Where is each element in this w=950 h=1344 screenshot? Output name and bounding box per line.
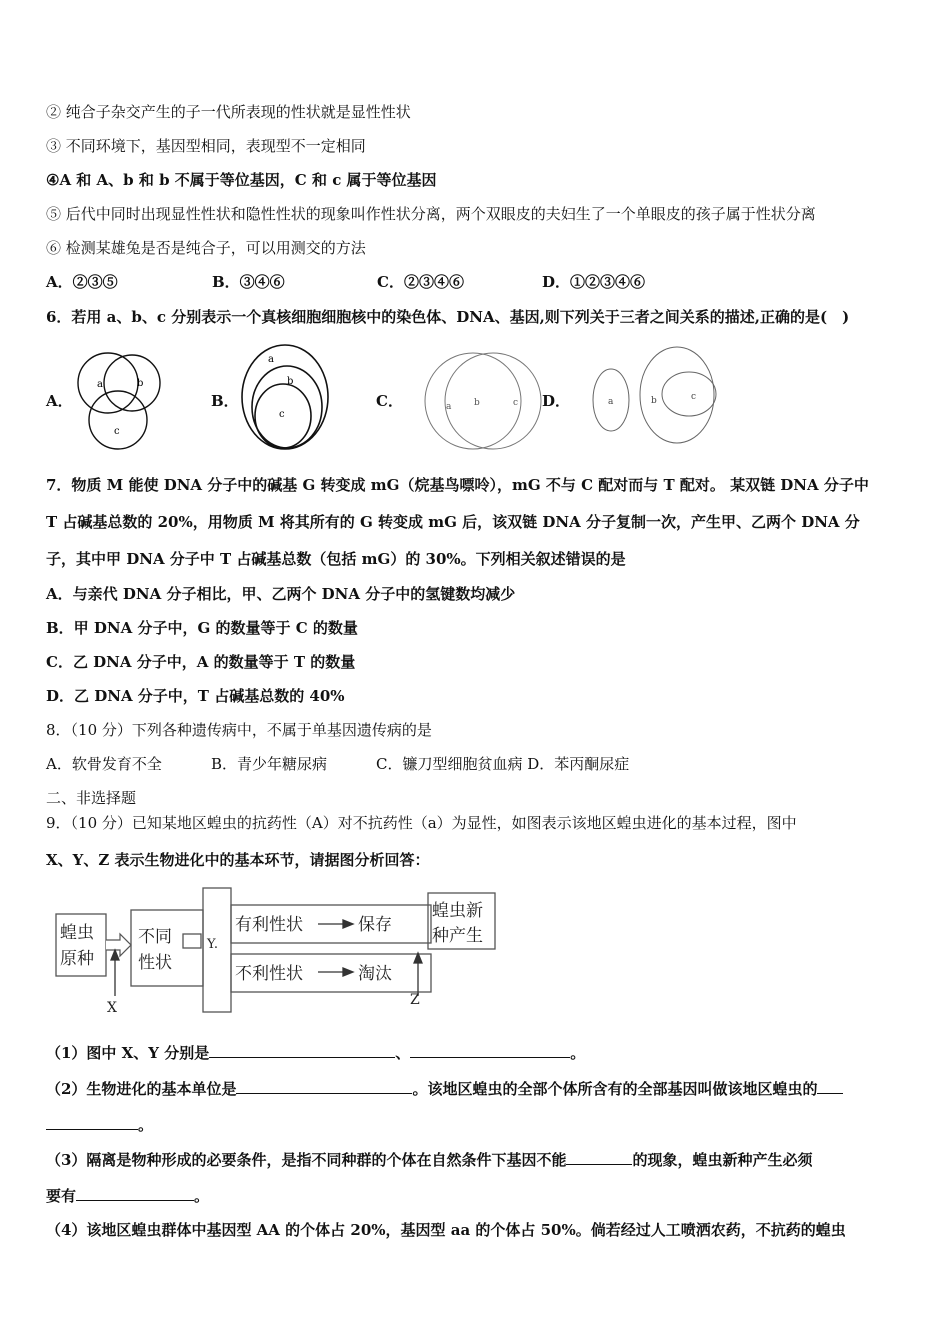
- q6-option-d-label[interactable]: D．: [542, 392, 571, 410]
- q5-statement-3: ③ 不同环境下，基因型相同，表现型不一定相同: [46, 137, 366, 155]
- venn-a-circle-b: [104, 355, 160, 411]
- q5-statement-5: ⑤ 后代中同时出现显性性状和隐性性状的现象叫作性状分离，两个双眼皮的夫妇生了一个单眼皮的孩子属于性状分离: [46, 205, 816, 223]
- keep-arrow-head-icon: [343, 920, 353, 928]
- q9-part-2-end: 。: [138, 1116, 154, 1134]
- q5-option-d[interactable]: D．①②③④⑥: [542, 273, 646, 291]
- q9-part-1-end: 。: [570, 1044, 586, 1062]
- q9-part-2-text-2: 。该地区蝗虫的全部个体所含有的全部基因叫做该地区蝗虫的: [412, 1080, 818, 1098]
- box4-line-1: 蝗虫新: [432, 901, 483, 921]
- venn-d-letter-b: b: [651, 396, 657, 406]
- venn-d-letter-a: a: [608, 397, 614, 407]
- q9-part-3-cont: [46, 1185, 209, 1206]
- box4-line-2: 种产生: [432, 926, 483, 946]
- venn-a-letter-a: a: [97, 379, 103, 390]
- hollow-arrow-icon: [106, 934, 131, 956]
- unfavorable-trait: 不利性状: [235, 964, 303, 984]
- q6-option-c-label[interactable]: C．: [376, 392, 403, 410]
- box2-line-2: 性状: [138, 953, 172, 973]
- venn-a-letter-b: b: [137, 378, 144, 389]
- venn-a-letter-c: c: [114, 426, 120, 437]
- q9-part-4: （4）该地区蝗虫群体中基因型 AA 的个体占 20%，基因型 aa 的个体占 50%。倘若经过人工喷洒农药，不抗药的蝗虫: [46, 1221, 846, 1239]
- q7-stem-line-2: T 占碱基总数的 20%，用物质 M 将其所有的 G 转变成 mG 后，该双链 DNA 分子复制一次，产生甲、乙两个 DNA 分: [46, 513, 860, 531]
- q5-statement-4: ④A 和 A、b 和 b 不属于等位基因，C 和 c 属于等位基因: [46, 171, 437, 189]
- x-label: X: [107, 1000, 117, 1016]
- q9-part-2-cont: [46, 1114, 153, 1135]
- q7-option-a[interactable]: A．与亲代 DNA 分子相比，甲、乙两个 DNA 分子中的氢键数均减少: [46, 585, 516, 603]
- venn-c-letter-c: c: [513, 398, 519, 408]
- venn-a-circle-a: [78, 353, 138, 413]
- venn-a-circle-c: [89, 391, 147, 449]
- venn-c-circle-1: [425, 353, 521, 449]
- y-label: Y.: [207, 937, 219, 952]
- q5-option-a[interactable]: A．②③⑤: [46, 273, 118, 291]
- out-arrow-head-icon: [343, 968, 353, 976]
- q7-stem-line-3: 子，其中甲 DNA 分子中 T 占碱基总数（包括 mG）的 30%。下列相关叙述错误的是: [46, 550, 626, 568]
- q8-options: [46, 754, 629, 774]
- q5-option-b[interactable]: B．③④⑥: [212, 273, 285, 291]
- answer-blank-gene-pool-a[interactable]: [817, 1078, 843, 1094]
- venn-d-ellipse-c: [662, 372, 716, 416]
- q9-part-1-text: （1）图中 X、Y 分别是: [46, 1044, 210, 1062]
- answer-blank-x[interactable]: [209, 1042, 395, 1058]
- answer-blank-gene-flow[interactable]: [566, 1149, 632, 1165]
- q7-option-c[interactable]: C．乙 DNA 分子中，A 的数量等于 T 的数量: [46, 653, 356, 671]
- q8-option-b[interactable]: B．青少年糖尿病: [211, 755, 328, 773]
- q9-part-3-text-3: 要有: [46, 1187, 77, 1205]
- y-small-box: [183, 934, 201, 948]
- keep-label: 保存: [358, 915, 392, 935]
- box1-line-2: 原种: [60, 949, 94, 969]
- answer-blank-gene-pool-b[interactable]: [46, 1114, 138, 1130]
- answer-blank-isolation[interactable]: [76, 1185, 194, 1201]
- venn-c-letter-b: b: [474, 398, 480, 408]
- box2-line-1: 不同: [138, 927, 172, 947]
- q8-option-cd[interactable]: C．镰刀型细胞贫血病 D．苯丙酮尿症: [376, 755, 630, 773]
- q9-stem-line-2: X、Y、Z 表示生物进化中的基本环节，请据图分析回答：: [46, 851, 430, 869]
- venn-d-letter-c: c: [691, 392, 697, 402]
- venn-c-letter-a: a: [446, 402, 452, 412]
- q9-part-3: [46, 1149, 812, 1170]
- q9-part-3-text: （3）隔离是物种形成的必要条件，是指不同种群的个体在自然条件下基因不能: [46, 1151, 567, 1169]
- q9-part-3-text-2: 的现象，蝗虫新种产生必须: [632, 1151, 813, 1169]
- venn-b[interactable]: [242, 345, 328, 449]
- q9-part-3-end: 。: [194, 1187, 210, 1205]
- q7-option-b[interactable]: B．甲 DNA 分子中，G 的数量等于 C 的数量: [46, 619, 358, 637]
- z-label: Z: [410, 992, 420, 1008]
- q7-option-d[interactable]: D．乙 DNA 分子中，T 占碱基总数的 40%: [46, 687, 345, 705]
- eliminate-label: 淘汰: [358, 964, 392, 984]
- answer-blank-y[interactable]: [410, 1042, 570, 1058]
- q9-part-2: [46, 1078, 843, 1099]
- q6-option-b-label[interactable]: B．: [211, 392, 239, 410]
- q9-part-1-sep: 、: [395, 1044, 411, 1062]
- q7-stem-line-1: 7．物质 M 能使 DNA 分子中的碱基 G 转变成 mG（烷基鸟嘌呤），mG 不与 C 配对而与 T 配对。 某双链 DNA 分子中: [46, 476, 869, 494]
- q5-options: [46, 272, 645, 292]
- q6-stem: 6．若用 a、b、c 分别表示一个真核细胞细胞核中的染色体、DNA、基因,则下列关于三者之间关系的描述,正确的是( ): [46, 308, 850, 326]
- venn-d-ellipse-b: [640, 347, 714, 443]
- box1-line-1: 蝗虫: [60, 923, 94, 943]
- q5-option-c[interactable]: C．②③④⑥: [377, 273, 464, 291]
- q5-statement-6: ⑥ 检测某雄兔是否是纯合子，可以用测交的方法: [46, 239, 366, 257]
- q6-option-a-label[interactable]: A．: [46, 392, 73, 410]
- answer-blank-unit[interactable]: [236, 1078, 412, 1094]
- venn-b-ellipse-a: [242, 345, 328, 449]
- venn-c-circle-2: [445, 353, 541, 449]
- venn-b-letter-a: a: [268, 354, 274, 365]
- favorable-trait: 有利性状: [235, 915, 303, 935]
- venn-d[interactable]: [593, 347, 716, 443]
- venn-c[interactable]: [425, 353, 541, 449]
- q9-part-2-text: （2）生物进化的基本单位是: [46, 1080, 237, 1098]
- section-heading: 二、非选择题: [46, 789, 137, 807]
- x-arrow-head-icon: [111, 950, 119, 960]
- q8-stem: 8．（10 分）下列各种遗传病中，不属于单基因遗传病的是: [46, 721, 432, 739]
- venn-b-letter-c: c: [279, 409, 285, 420]
- q5-statement-2: ② 纯合子杂交产生的子一代所表现的性状就是显性性状: [46, 103, 411, 121]
- q9-stem-line-1: 9．（10 分）已知某地区蝗虫的抗药性（A）对不抗药性（a）为显性，如图表示该地区蝗虫进化的基本过程，图中: [46, 814, 797, 832]
- q8-option-a[interactable]: A．软骨发育不全: [46, 755, 162, 773]
- venn-b-letter-b: b: [287, 376, 294, 387]
- q9-part-1: [46, 1042, 585, 1063]
- q9-evolution-diagram: [40, 880, 520, 1020]
- q6-venn-diagrams: [0, 340, 950, 460]
